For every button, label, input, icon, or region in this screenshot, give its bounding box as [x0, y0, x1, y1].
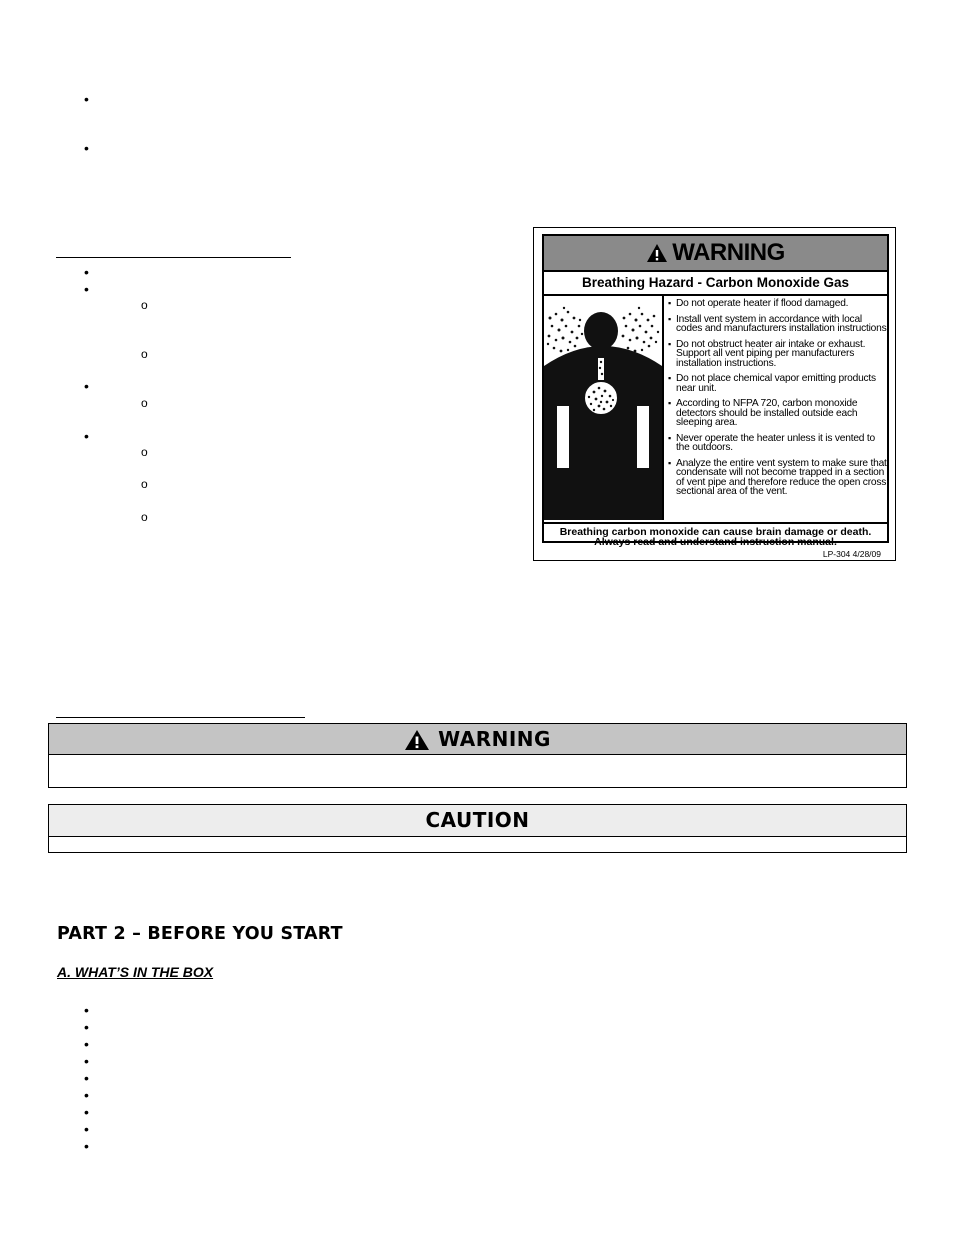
bullet-marker: •	[84, 264, 89, 280]
bullet-marker: •	[84, 1053, 89, 1069]
bullet-marker: •	[84, 428, 89, 444]
caution-box-heading: CAUTION	[49, 805, 906, 837]
bullet-marker: •	[84, 1121, 89, 1137]
co-warning-label-border	[542, 234, 890, 548]
co-warning-label	[533, 227, 896, 561]
bullet-marker: •	[84, 378, 89, 394]
bullet-marker: •	[84, 1138, 89, 1154]
warning-box-body	[48, 754, 907, 788]
section-title: A. WHAT’S IN THE BOX	[57, 964, 214, 980]
person-breathing-co-illustration	[544, 296, 664, 520]
bullet-marker: •	[84, 1087, 89, 1103]
heading-underline	[56, 257, 291, 258]
caution-box	[48, 804, 907, 853]
co-warning-label-heading: WARNING	[672, 239, 785, 266]
warning-triangle-icon	[404, 729, 430, 751]
sub-bullet-marker: o	[141, 298, 148, 312]
co-warning-label-code: LP-304 4/28/09	[822, 549, 881, 559]
bullet-marker: •	[84, 140, 89, 156]
bullet-marker: •	[84, 1104, 89, 1120]
warning-triangle-icon	[646, 243, 668, 263]
co-warning-label-item: ▪ Do not operate heater if flood damaged.	[668, 299, 890, 309]
co-warning-label-item: ▪ Do not obstruct heater air intake or exhaust. Support all vent piping per manufacturers installation instructions.	[668, 340, 890, 369]
co-warning-label-footer	[544, 522, 887, 548]
co-warning-label-subheading: Breathing Hazard - Carbon Monoxide Gas	[544, 272, 887, 296]
bullet-marker: •	[84, 91, 89, 107]
part-title: PART 2 – BEFORE YOU START	[57, 924, 343, 944]
co-warning-label-item: ▪ Install vent system in accordance with local codes and manufacturers installation instructions.	[668, 315, 890, 334]
bullet-marker: •	[84, 1002, 89, 1018]
co-warning-label-item: ▪ According to NFPA 720, carbon monoxide detectors should be installed outside each sleeping area.	[668, 399, 890, 428]
sub-bullet-marker: o	[141, 396, 148, 410]
person-breathing-co-illustration-graphic	[544, 296, 662, 520]
bullet-marker: •	[84, 1019, 89, 1035]
bullet-marker: •	[84, 1036, 89, 1052]
co-warning-label-footer-line: Always read and understand instruction manual.	[594, 536, 837, 548]
sub-bullet-marker: o	[141, 445, 148, 459]
co-warning-label-item: ▪ Never operate the heater unless it is vented to the outdoors.	[668, 434, 890, 453]
co-warning-label-footer-line: Breathing carbon monoxide can cause brain damage or death.	[559, 526, 872, 538]
sub-bullet-marker: o	[141, 510, 148, 524]
heading-underline	[56, 717, 305, 718]
sub-bullet-marker: o	[141, 477, 148, 491]
co-warning-label-item: ▪ Analyze the entire vent system to make sure that condensate will not become trapped in a section of vent pipe and therefore reduce the open cross sectional area of the vent.	[668, 459, 890, 497]
co-warning-label-list	[668, 299, 890, 503]
warning-box-heading: WARNING	[438, 727, 551, 751]
co-warning-label-header	[544, 236, 887, 272]
co-warning-label-item: ▪ Do not place chemical vapor emitting products near unit.	[668, 374, 890, 393]
sub-bullet-marker: o	[141, 347, 148, 361]
bullet-marker: •	[84, 281, 89, 297]
bullet-marker: •	[84, 1070, 89, 1086]
warning-box-header	[48, 723, 907, 754]
